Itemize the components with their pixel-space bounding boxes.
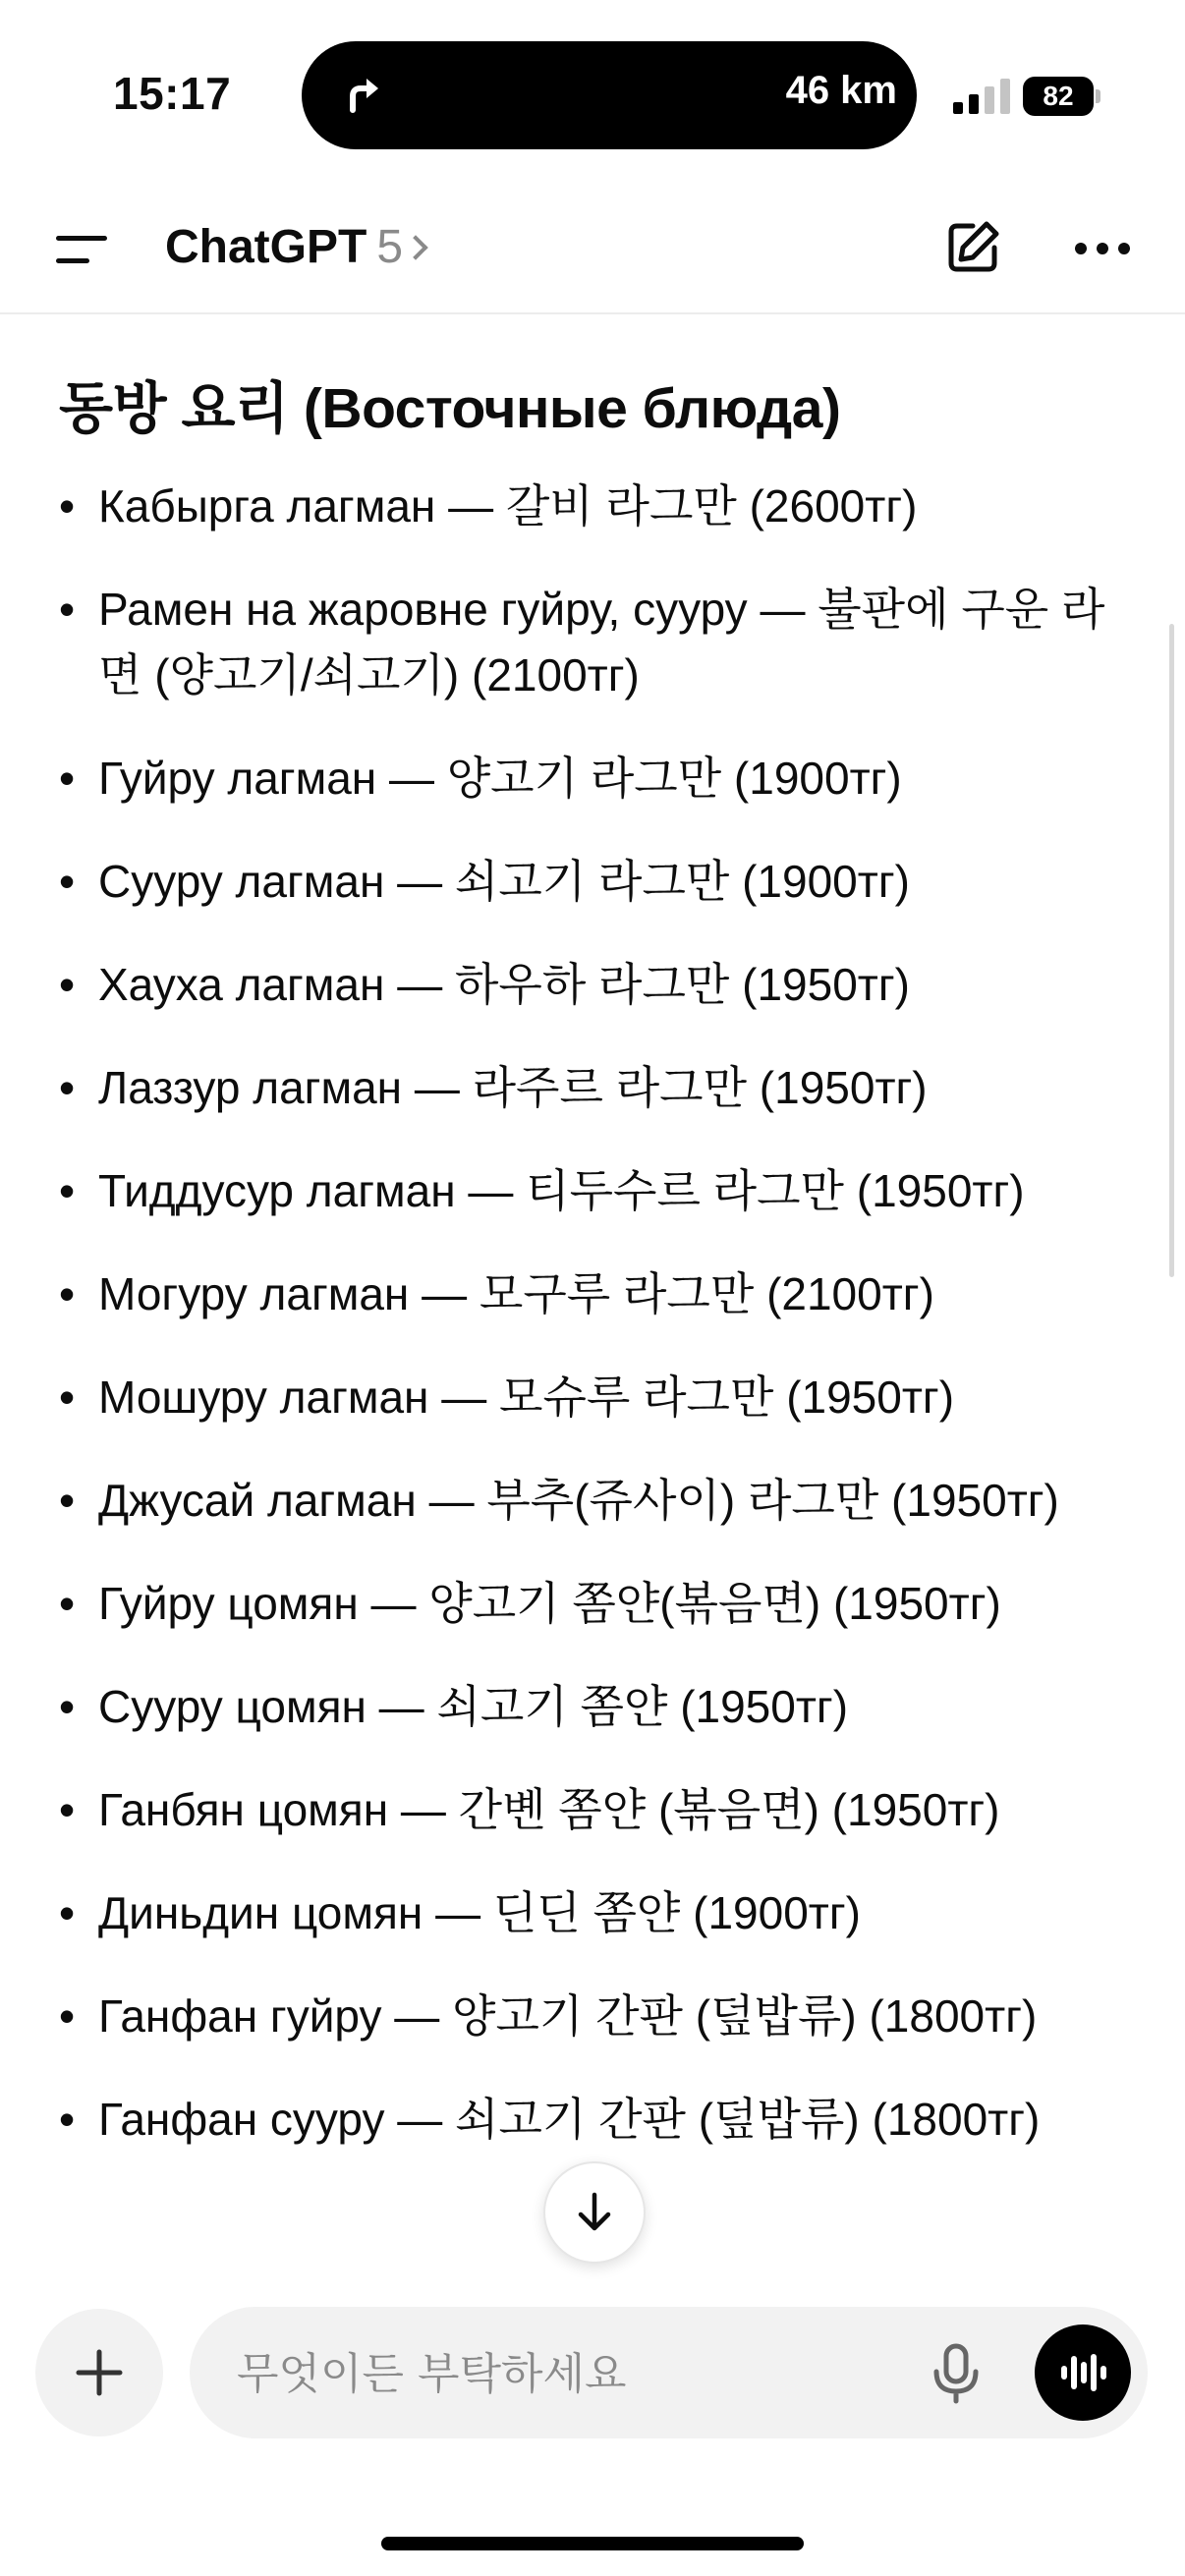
app-header [0, 187, 1185, 314]
list-item-text: Ганфан гуйру — 양고기 간판 (덮밥류) (1800тг) [98, 1990, 1038, 2042]
menu-icon[interactable] [54, 232, 109, 267]
list-item-text: Ганфан сууру — 쇠고기 간판 (덮밥류) (1800тг) [98, 2094, 1041, 2145]
bullet: • [59, 1681, 76, 1732]
bullet: • [59, 1784, 76, 1835]
list-item [59, 1158, 1120, 1224]
bullet: • [59, 959, 76, 1010]
list-item [59, 474, 1120, 539]
list-item-text: Гуйру цомян — 양고기 쫌얀(볶음면) (1950тг) [98, 1578, 1001, 1629]
status-time: 15:17 [113, 68, 232, 119]
list-item-text: Сууру лагман — 쇠고기 라그만 (1900тг) [98, 856, 910, 907]
composer [190, 2307, 1148, 2438]
battery-icon [1023, 77, 1100, 116]
list-item-text: Лаззур лагман — 라주르 라그만 (1950тг) [98, 1062, 928, 1113]
bullet: • [59, 480, 76, 532]
bullet: • [59, 856, 76, 907]
bullet: • [59, 1268, 76, 1319]
bullet: • [59, 1990, 76, 2042]
plus-icon [75, 2348, 124, 2397]
bullet: • [59, 753, 76, 804]
navigation-arrow-icon [339, 71, 388, 120]
list-item [59, 2087, 1120, 2153]
list-item-text: Тиддусур лагман — 티두수르 라그만 (1950тг) [98, 1165, 1025, 1216]
list-item [59, 1261, 1120, 1327]
voice-mode-icon [1058, 2348, 1107, 2397]
app-title: ChatGPT [165, 221, 367, 273]
list-item [59, 577, 1120, 708]
list-item [59, 1571, 1120, 1637]
list-item-text: Сууру цомян — 쇠고기 쫌얀 (1950тг) [98, 1681, 849, 1732]
bullet: • [59, 2094, 76, 2145]
list-item-text: Хауха лагман — 하우하 라그만 (1950тг) [98, 959, 910, 1010]
scroll-down-button[interactable] [543, 2161, 646, 2264]
new-chat-icon[interactable] [943, 218, 1002, 277]
list-item [59, 1055, 1120, 1121]
list-item [59, 1365, 1120, 1430]
cellular-signal-icon [951, 77, 1014, 116]
home-indicator[interactable] [381, 2537, 804, 2550]
bullet: • [59, 1165, 76, 1216]
dynamic-island[interactable] [302, 41, 917, 149]
list-item [59, 1468, 1120, 1534]
bullet: • [59, 1578, 76, 1629]
bullet: • [59, 1475, 76, 1526]
more-options-icon[interactable] [1073, 241, 1132, 256]
message-input[interactable] [235, 2307, 907, 2440]
model-selector[interactable] [165, 220, 424, 274]
bullet: • [59, 1372, 76, 1423]
scrollbar[interactable] [1169, 624, 1174, 1277]
list-item [59, 849, 1120, 915]
bullet: • [59, 1062, 76, 1113]
list-item-text: Кабырга лагман — 갈비 라그만 (2600тг) [98, 480, 918, 532]
list-item-text: Могуру лагман — 모구루 라그만 (2100тг) [98, 1268, 934, 1319]
list-item [59, 1674, 1120, 1740]
chevron-right-icon [403, 235, 427, 259]
list-item-text: Джусай лагман — 부추(쥬사이) 라그만 (1950тг) [98, 1475, 1059, 1526]
bullet: • [59, 1887, 76, 1938]
navigation-distance: 46 km [785, 69, 897, 112]
arrow-down-icon [573, 2191, 616, 2234]
list-item [59, 952, 1120, 1018]
battery-level: 82 [1023, 77, 1094, 116]
list-item-text: Ганбян цомян — 간볜 쫌얀 (볶음면) (1950тг) [98, 1784, 1000, 1835]
list-item [59, 1880, 1120, 1946]
list-item-text: Диньдин цомян — 딘딘 쫌얀 (1900тг) [98, 1887, 861, 1938]
section-heading: 동방 요리 (Восточные блюда) [59, 377, 841, 440]
list-item-text: Мошуру лагман — 모슈루 라그만 (1950тг) [98, 1372, 955, 1423]
list-item [59, 746, 1120, 812]
voice-mode-button[interactable] [1035, 2324, 1131, 2421]
bullet: • [59, 584, 76, 635]
dish-list [59, 474, 1120, 2190]
add-attachment-button[interactable] [35, 2309, 163, 2436]
list-item [59, 1777, 1120, 1843]
microphone-icon[interactable] [927, 2342, 986, 2405]
list-item-text: Рамен на жаровне гуйру, сууру — 불판에 구운 라면 (양고기/쇠고기) (2100тг) [98, 584, 1105, 700]
list-item-text: Гуйру лагман — 양고기 라그만 (1900тг) [98, 753, 902, 804]
battery-cap [1096, 89, 1100, 103]
list-item [59, 1984, 1120, 2049]
model-label: 5 [376, 221, 404, 273]
